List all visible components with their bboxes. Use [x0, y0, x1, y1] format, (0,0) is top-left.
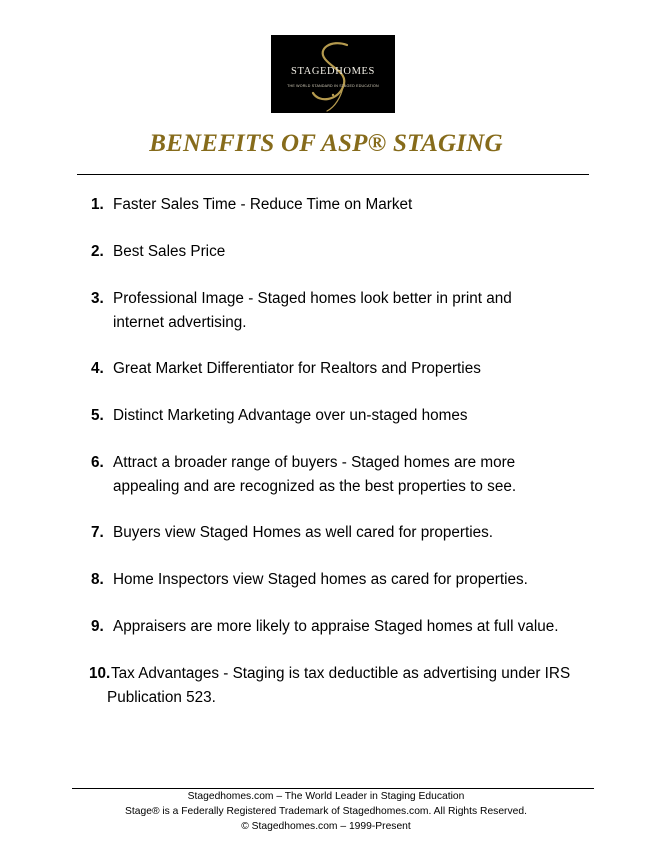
logo-wordmark: STAGEDHOMES	[291, 66, 375, 77]
item-text: Attract a broader range of buyers - Staged homes are more	[113, 454, 516, 471]
item-text-continuation: internet advertising.	[113, 314, 247, 331]
list-item	[91, 568, 611, 592]
item-text-continuation: Publication 523.	[107, 689, 216, 706]
footer-copyright: © Stagedhomes.com – 1999-Present	[241, 821, 411, 832]
item-text: Tax Advantages - Staging is tax deductible as advertising under IRS	[111, 665, 571, 682]
item-text: Best Sales Price	[113, 243, 226, 260]
item-text: Appraisers are more likely to appraise Staged homes at full value.	[113, 618, 559, 635]
item-number: 1.	[91, 196, 104, 213]
item-number: 2.	[91, 243, 104, 260]
item-text: Distinct Marketing Advantage over un-staged homes	[113, 407, 468, 424]
item-number: 9.	[91, 618, 104, 635]
item-text-continuation: appealing and are recognized as the best properties to see.	[113, 478, 517, 495]
item-text: Home Inspectors view Staged homes as cared for properties.	[113, 571, 528, 588]
footer-divider	[72, 788, 594, 789]
list-item	[91, 357, 611, 381]
item-text: Buyers view Staged Homes as well cared for properties.	[113, 524, 494, 541]
list-item	[91, 451, 611, 499]
item-text: Faster Sales Time - Reduce Time on Market	[113, 196, 413, 213]
item-number: 10.	[89, 665, 111, 682]
item-number: 7.	[91, 524, 104, 541]
item-number: 8.	[91, 571, 104, 588]
title-divider	[77, 174, 589, 175]
item-number: 5.	[91, 407, 104, 424]
item-number: 3.	[91, 290, 104, 307]
footer-tagline: Stagedhomes.com – The World Leader in Staging Education	[187, 791, 465, 802]
list-item	[89, 662, 609, 710]
list-item	[91, 615, 611, 639]
footer-trademark: Stage® is a Federally Registered Trademark of Stagedhomes.com. All Rights Reserved.	[125, 806, 527, 817]
item-number: 4.	[91, 360, 104, 377]
item-text: Professional Image - Staged homes look better in print and	[113, 290, 512, 307]
list-item	[91, 193, 611, 217]
list-item	[91, 240, 611, 264]
logo-tagline: THE WORLD STANDARD IN STAGED EDUCATION	[287, 84, 379, 88]
list-item	[91, 287, 611, 335]
list-item	[91, 404, 611, 428]
page-title: BENEFITS OF ASP® STAGING	[149, 130, 503, 157]
list-item	[91, 521, 611, 545]
stagedhomes-logo	[271, 35, 395, 113]
item-text: Great Market Differentiator for Realtors and Properties	[113, 360, 481, 377]
item-number: 6.	[91, 454, 104, 471]
